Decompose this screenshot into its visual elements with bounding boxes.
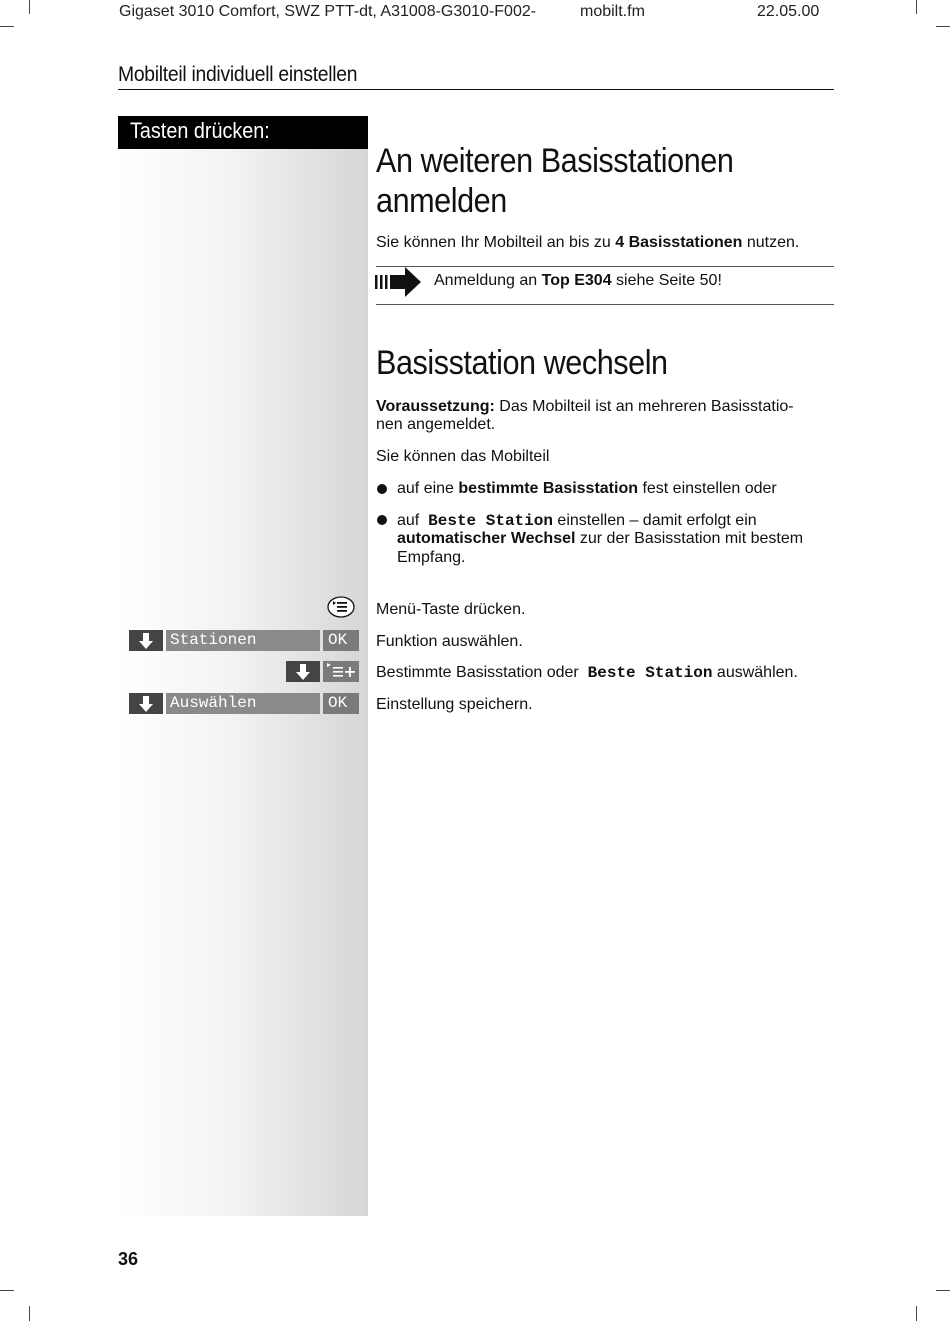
- crop-mark: [0, 1290, 14, 1291]
- bullet-item-cont: Empfang.: [397, 549, 466, 566]
- ok-softkey: OK: [323, 693, 359, 714]
- hint-arrow-icon: [375, 267, 423, 297]
- display-option: Stationen: [166, 630, 320, 651]
- section-title: Mobilteil individuell einstellen: [118, 63, 358, 86]
- crop-mark: [936, 1290, 950, 1291]
- lead-text: Sie können das Mobilteil: [376, 448, 550, 465]
- heading-register: An weiteren Basisstationen: [376, 142, 734, 180]
- nav-down-key: [129, 693, 163, 714]
- bullet-item-cont: automatischer Wechsel zur der Basisstation mit bestem: [397, 530, 804, 547]
- note-text: Anmeldung an Top E304 siehe Seite 50!: [434, 272, 722, 289]
- crop-mark: [936, 26, 950, 27]
- nav-down-key: [129, 630, 163, 651]
- arrow-down-icon: [139, 633, 153, 649]
- crop-mark: [29, 1306, 30, 1321]
- note-rule-bottom: [376, 304, 834, 305]
- header-file: mobilt.fm: [580, 3, 645, 20]
- bullet-dot: [377, 484, 387, 494]
- prereq-text: Voraussetzung: Das Mobilteil ist an mehreren Basisstatio-: [376, 398, 794, 415]
- step-text: Menü-Taste drücken.: [376, 601, 526, 618]
- heading-change-base: Basisstation wechseln: [376, 344, 668, 382]
- header-date: 22.05.00: [757, 3, 820, 20]
- menu-key-icon: [327, 596, 355, 618]
- bullet-item: auf Beste Station einstellen – damit erfolgt ein: [397, 512, 757, 530]
- bullet-dot: [377, 515, 387, 525]
- display-option: Auswählen: [166, 693, 320, 714]
- note-rule-top: [376, 266, 834, 267]
- step-text: Einstellung speichern.: [376, 696, 533, 713]
- intro-text: Sie können Ihr Mobilteil an bis zu 4 Basisstationen nutzen.: [376, 234, 800, 251]
- header-doc-title: Gigaset 3010 Comfort, SWZ PTT-dt, A31008-G3010-F002-: [119, 3, 537, 20]
- list-add-icon: [325, 661, 359, 682]
- crop-mark: [916, 1306, 917, 1321]
- crop-mark: [29, 0, 30, 14]
- list-softkey: [323, 661, 359, 682]
- page-number: 36: [118, 1249, 139, 1269]
- crop-mark: [0, 26, 14, 27]
- sidebar-heading: Tasten drücken:: [118, 116, 368, 149]
- step-text: Funktion auswählen.: [376, 633, 523, 650]
- nav-down-key: [286, 661, 320, 682]
- crop-mark: [916, 0, 917, 14]
- heading-register-cont: anmelden: [376, 182, 507, 220]
- section-rule: [118, 89, 834, 90]
- bullet-item: auf eine bestimmte Basisstation fest einstellen oder: [397, 480, 777, 497]
- arrow-down-icon: [139, 696, 153, 712]
- arrow-down-icon: [296, 664, 310, 680]
- prereq-text-cont: nen angemeldet.: [376, 416, 496, 433]
- ok-softkey: OK: [323, 630, 359, 651]
- step-text: Bestimmte Basisstation oder Beste Station auswählen.: [376, 664, 798, 682]
